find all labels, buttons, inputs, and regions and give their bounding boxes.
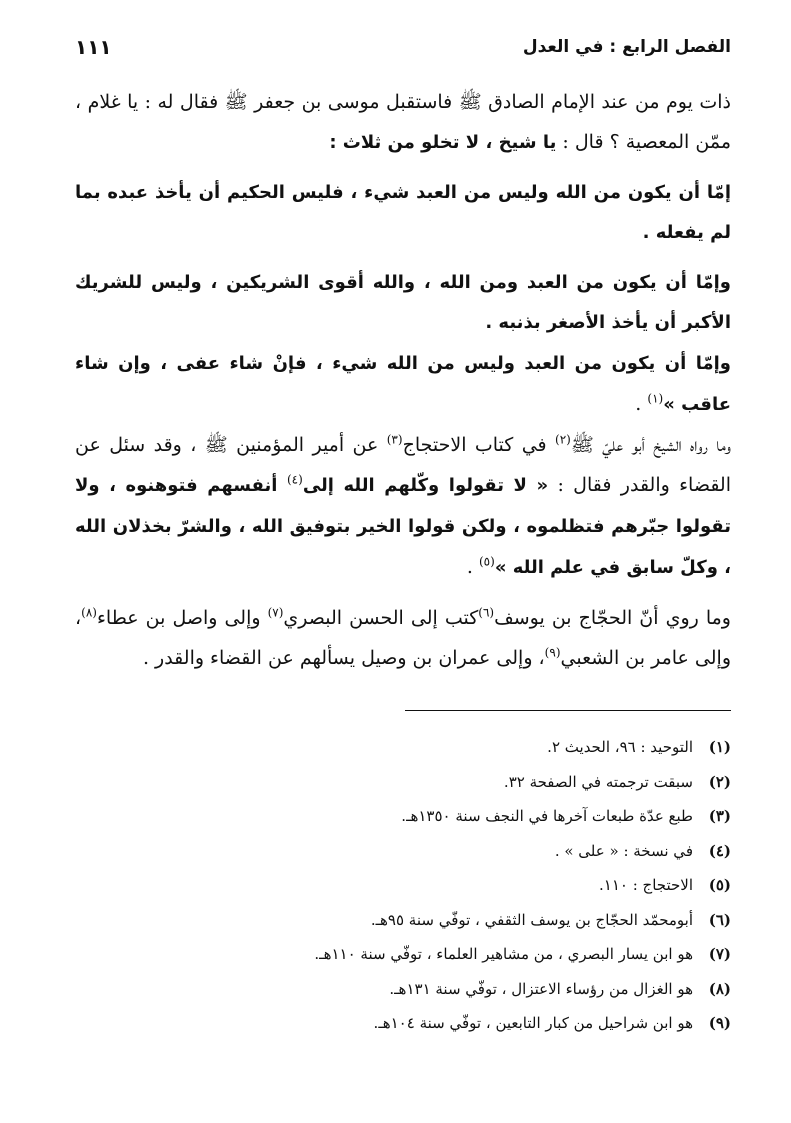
footnote-text: هو الغزال من رؤساء الاعتزال ، توفّي سنة ١٣١هـ. <box>389 979 693 998</box>
footnote-number: (٢) <box>708 772 731 791</box>
paragraph-3: وإمّا أن يكون من العبد ومن الله ، والله أقوى الشريكين ، وليس للشريك الأكبر أن يأخذ الأصغر بذنبه . <box>75 272 731 333</box>
footnote-ref-3: (٣) <box>386 432 403 447</box>
footnote-item <box>75 868 731 903</box>
footnote-number: (٥) <box>708 876 731 894</box>
quote-opening: يا شيخ ، لا تخلو من ثلاث : <box>329 132 557 153</box>
footnote-text: أبومحمّد الحجّاج بن يوسف الثقفي ، توفّي سنة ٩٥هـ. <box>370 910 693 929</box>
footnote-number: (٣) <box>708 807 731 825</box>
footnote-number: (١) <box>708 738 731 756</box>
footnote-ref-5: (٥) <box>478 554 495 569</box>
footnote-text: هو ابن شراحيل من كبار التابعين ، توفّي سنة ١٠٤هـ. <box>373 1014 693 1032</box>
paragraph-6-text-d: ، وإلى عامر بن الشعبي <box>75 607 731 669</box>
paragraph-6-text-e: ، وإلى عمران بن وصيل يسألهم عن القضاء والقدر . <box>142 647 545 669</box>
paragraph-4-text: وإمّا أن يكون من العبد وليس من الله شيء ، فإنْ شاء عفى ، وإن شاء عاقب » <box>75 353 731 415</box>
paragraph-4: وإمّا أن يكون من العبد وليس من الله شيء ، فإنْ شاء عفى ، وإن شاء عاقب »$^{(١)}$ . <box>75 353 731 415</box>
paragraph-5-end: . <box>466 556 479 578</box>
footnote-text: الاحتجاج : ١١٠. <box>599 876 693 894</box>
footnote-number: (٧) <box>708 945 731 963</box>
footnote-ref-4: (٤) <box>286 472 303 487</box>
running-header <box>75 30 731 64</box>
main-text <box>75 82 731 678</box>
paragraph-5-text-a: وما رواه الشيخ أبو عليّ ﷺ <box>570 434 731 456</box>
paragraph-6-text-b: كتب إلى الحسن البصري <box>283 607 479 629</box>
footnote-text: سبقت ترجمته في الصفحة ٣٢. <box>503 772 693 791</box>
footnote-text: طبع عدّة طبعات آخرها في النجف سنة ١٣٥٠هـ. <box>401 807 693 825</box>
footnote-ref-1: (١) <box>647 391 664 406</box>
paragraph-1 <box>75 82 731 163</box>
footnote-item <box>75 834 731 869</box>
footnotes <box>75 730 731 1041</box>
paragraph-5-quote-b: أنفسهم فتوهنوه ، ولا تقولوا جبّرهم فتظلموه ، ولكن قولوا الخير بتوفيق الله ، والشرّ بخذلان الله ، وكلّ سابق في علم الله » <box>75 475 731 578</box>
footnote-item <box>75 765 731 800</box>
footnote-item <box>75 730 731 765</box>
footnote-ref-6: (٦) <box>478 605 495 620</box>
paragraph-2: إمّا أن يكون من الله وليس من العبد شيء ، فليس الحكيم أن يأخذ عبده بما لم يفعله . <box>75 182 731 243</box>
paragraph-5-text-b: في كتاب الاحتجاج <box>402 434 556 456</box>
footnote-item <box>75 937 731 972</box>
footnote-item <box>75 1006 731 1041</box>
footnote-divider <box>405 710 731 711</box>
footnote-item <box>75 972 731 1007</box>
footnote-text: التوحيد : ٩٦، الحديث ٢. <box>547 738 693 756</box>
footnote-item <box>75 903 731 938</box>
footnote-text: في نسخة : « على » . <box>554 841 693 860</box>
footnote-item <box>75 799 731 834</box>
footnote-number: (٩) <box>708 1014 731 1032</box>
footnote-text: هو ابن يسار البصري ، من مشاهير العلماء ، توفّي سنة ١١٠هـ. <box>314 945 693 963</box>
paragraph-5 <box>75 425 731 588</box>
footnote-ref-2: (٢) <box>555 432 571 447</box>
paragraph-5-text-c: عن أمير المؤمنين ﷺ ، وقد سئل عن القضاء والقدر فقال : <box>75 434 731 496</box>
footnote-number: (٨) <box>708 979 731 998</box>
page-number: ١١١ <box>75 35 112 59</box>
footnote-ref-8: (٨) <box>81 605 97 620</box>
chapter-title: الفصل الرابع : في العدل <box>522 37 731 57</box>
footnote-number: (٦) <box>708 910 731 929</box>
paragraph-6 <box>75 598 731 678</box>
paragraph-6-text-c: وإلى واصل بن عطاء <box>96 607 268 629</box>
footnote-ref-9: (٩) <box>544 645 561 660</box>
paragraph-5-quote-a: « لا تقولوا وكّلهم الله إلى <box>302 475 549 496</box>
paragraph-6-text-a: وما روي أنّ الحجّاج بن يوسف <box>494 607 731 629</box>
footnote-number: (٤) <box>708 841 731 860</box>
paragraph-1-text: ذات يوم من عند الإمام الصادق ﷺ فاستقبل موسى بن جعفر ﷺ فقال له : يا غلام ، ممّن المعصية ؟ قال : <box>75 91 731 153</box>
footnote-ref-7: (٧) <box>267 605 284 620</box>
